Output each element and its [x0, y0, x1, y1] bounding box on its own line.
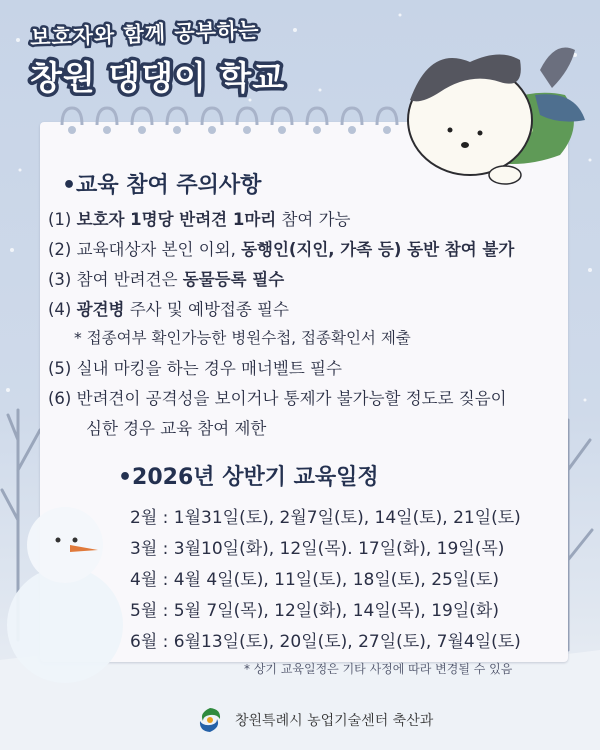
item-text: 주사 및 예방접종 필수: [124, 300, 289, 319]
schedule-footnote: * 상기 교육일정은 기타 사정에 따라 변경될 수 있음: [244, 662, 513, 676]
item-number: (1): [48, 210, 72, 229]
schedule-row: 2월 : 1월31일(토), 2월7일(토), 14일(토), 21일(토): [130, 508, 521, 528]
item-text: 교육대상자 본인 이외,: [76, 240, 242, 259]
notice-item-4: [48, 296, 289, 320]
header-title: 창원 댕댕이 학교: [30, 58, 286, 97]
footer: [195, 705, 433, 735]
item-text: 참여 반려견은: [76, 270, 183, 289]
item-bold: 광견병: [76, 300, 125, 319]
notice-item-5: [48, 355, 342, 379]
notice-item-1: [48, 206, 350, 230]
schedule-row: 5월 : 5월 7일(목), 12일(화), 14일(목), 19일(화): [130, 601, 499, 621]
schedule-row: 6월 : 6월13일(토), 20일(토), 27일(토), 7월4일(토): [130, 632, 521, 652]
item-text: 반려견이 공격성을 보이거나 통제가 불가능할 정도로 짖음이: [76, 389, 507, 408]
schedule-row: 3월 : 3월10일(화), 12일(목). 17일(화), 19일(목): [130, 539, 505, 559]
item-bold: 동물등록 필수: [182, 270, 285, 289]
notice-item-note: * 접종여부 확인가능한 병원수첩, 접종확인서 제출: [74, 329, 411, 347]
item-number: (3): [48, 270, 72, 289]
item-bold: 동행인(지인, 가족 등) 동반 참여 불가: [241, 240, 515, 259]
item-number: (4): [48, 300, 72, 319]
footer-org: 창원특례시 농업기술센터 축산과: [235, 713, 434, 729]
item-bold: 보호자 1명당 반려견 1마리: [76, 210, 277, 229]
notice-item-3: [48, 266, 284, 290]
item-number: (5): [48, 359, 72, 378]
item-number: (2): [48, 240, 72, 259]
header-subtitle: 보호자와 함께 공부하는: [29, 18, 260, 50]
notice-item-6-continued: 심한 경우 교육 참여 제한: [86, 419, 267, 438]
notice-item-2: [48, 236, 514, 260]
item-text: 실내 마킹을 하는 경우 매너벨트 필수: [76, 359, 342, 378]
item-number: (6): [48, 389, 72, 408]
notice-title: •교육 참여 주의사항: [62, 173, 262, 198]
notice-item-6: [48, 385, 507, 409]
schedule-title: •2026년 상반기 교육일정: [118, 465, 379, 490]
snowman-icon: [7, 507, 123, 683]
item-text: 참여 가능: [276, 210, 351, 229]
changwon-city-logo-icon: [195, 705, 225, 735]
schedule-row: 4월 : 4월 4일(토), 11일(토), 18일(토), 25일(토): [130, 570, 499, 590]
